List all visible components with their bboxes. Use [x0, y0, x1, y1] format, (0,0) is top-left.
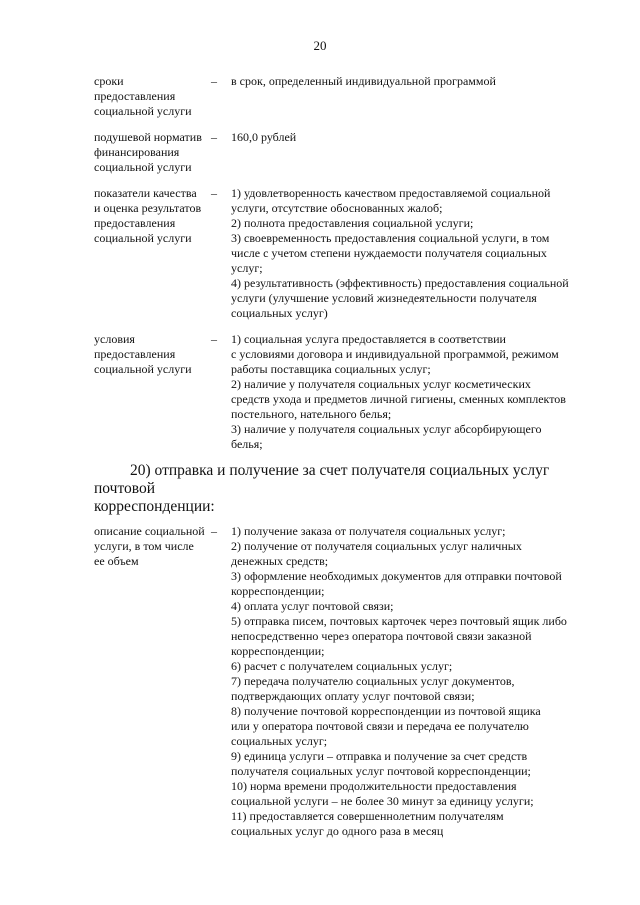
attribute-row: [94, 332, 604, 452]
attribute-value-line: 2) получение от получателя социальных услуг наличных: [231, 539, 522, 553]
attribute-label: [94, 332, 211, 452]
dash-separator: –: [211, 186, 217, 200]
dash-separator: –: [211, 74, 217, 88]
attribute-label-line: описание социальной: [94, 524, 205, 538]
attribute-value-line: 3) своевременность предоставления социальной услуги, в том: [231, 231, 550, 245]
attribute-value-line: или у оператора почтовой связи и передача ее получателю: [231, 719, 529, 733]
section-title-line-2: корреспонденции:: [94, 498, 215, 515]
attribute-label-line: предоставления: [94, 216, 176, 230]
attribute-value-line: социальных услуг): [231, 306, 328, 320]
attribute-value-line: 1) получение заказа от получателя социальных услуг;: [231, 524, 506, 538]
attribute-value-line: 9) единица услуги – отправка и получение за счет средств: [231, 749, 528, 763]
attribute-label-line: социальной услуги: [94, 362, 192, 376]
attribute-value-line: социальной услуги – не более 30 минут за единицу услуги;: [231, 794, 534, 808]
attribute-label-line: ее объем: [94, 554, 139, 568]
attribute-value-line: 2) полнота предоставления социальной услуги;: [231, 216, 474, 230]
attribute-label-line: условия: [94, 332, 135, 346]
attribute-label: [94, 524, 211, 839]
attribute-label-line: социальной услуги: [94, 160, 192, 174]
attribute-value-line: социальных услуг до одного раза в месяц: [231, 824, 444, 838]
attribute-value-line: непосредственно через оператора почтовой связи заказной: [231, 629, 532, 643]
attribute-value-line: в срок, определенный индивидуальной программой: [231, 74, 496, 88]
page-number: 20: [313, 38, 327, 53]
attribute-value-line: белья;: [231, 437, 263, 451]
section-title: [94, 462, 604, 516]
attribute-value-line: числе с учетом степени нуждаемости получателя социальных: [231, 246, 547, 260]
document-content: [94, 74, 604, 839]
attribute-value-line: 160,0 рублей: [231, 130, 297, 144]
attribute-value-line: постельного, нательного белья;: [231, 407, 392, 421]
attribute-value-line: средств ухода и предметов личной гигиены, сменных комплектов: [231, 392, 566, 406]
attribute-value-line: услуги, отсутствие обоснованных жалоб;: [231, 201, 443, 215]
attribute-value-line: 5) отправка писем, почтовых карточек через почтовый ящик либо: [231, 614, 567, 628]
attribute-value-line: с условиями договора и индивидуальной программой, режимом: [231, 347, 559, 361]
attribute-row: [94, 186, 604, 321]
attribute-value: [231, 74, 604, 119]
attribute-label-line: предоставления: [94, 347, 176, 361]
attribute-value-line: 11) предоставляется совершеннолетним получателям: [231, 809, 504, 823]
attribute-value-line: 3) оформление необходимых документов для отправки почтовой: [231, 569, 562, 583]
attribute-label-line: показатели качества: [94, 186, 197, 200]
attribute-label-line: социальной услуги: [94, 231, 192, 245]
attribute-value-line: 1) удовлетворенность качеством предоставляемой социальной: [231, 186, 551, 200]
dash-separator: –: [211, 130, 217, 144]
attribute-value-line: корреспонденции;: [231, 644, 325, 658]
attribute-label: [94, 130, 211, 175]
attribute-label-line: предоставления: [94, 89, 176, 103]
attribute-value-line: 10) норма времени продолжительности предоставления: [231, 779, 517, 793]
attribute-value-line: 4) оплата услуг почтовой связи;: [231, 599, 394, 613]
attribute-value-line: получателя социальных услуг почтовой корреспонденции;: [231, 764, 531, 778]
attribute-label-line: финансирования: [94, 145, 180, 159]
attribute-value-line: 2) наличие у получателя социальных услуг косметических: [231, 377, 531, 391]
attribute-label: [94, 74, 211, 119]
attribute-value: [231, 186, 604, 321]
attribute-label-line: сроки: [94, 74, 124, 88]
dash-separator: –: [211, 332, 217, 346]
attribute-row: [94, 130, 604, 175]
attribute-row: [94, 74, 604, 119]
attribute-value-line: денежных средств;: [231, 554, 329, 568]
attribute-value-line: услуги (улучшение условий жизнедеятельности получателя: [231, 291, 537, 305]
attribute-value-line: 8) получение почтовой корреспонденции из почтовой ящика: [231, 704, 541, 718]
attribute-value-line: 7) передача получателю социальных услуг документов,: [231, 674, 515, 688]
attribute-value-line: 1) социальная услуга предоставляется в соответствии: [231, 332, 506, 346]
attribute-value: [231, 524, 604, 839]
attribute-label-line: подушевой норматив: [94, 130, 202, 144]
attribute-list-bottom: [94, 524, 604, 839]
attribute-value-line: подтверждающих оплату услуг почтовой связи;: [231, 689, 475, 703]
attribute-value-line: корреспонденции;: [231, 584, 325, 598]
attribute-row: [94, 524, 604, 839]
attribute-value: [231, 332, 604, 452]
attribute-value-line: работы поставщика социальных услуг;: [231, 362, 431, 376]
attribute-value-line: социальных услуг;: [231, 734, 328, 748]
attribute-label-line: социальной услуги: [94, 104, 192, 118]
attribute-value-line: 4) результативность (эффективность) предоставления социальной: [231, 276, 569, 290]
attribute-value-line: услуг;: [231, 261, 263, 275]
attribute-value: [231, 130, 604, 175]
attribute-label-line: и оценка результатов: [94, 201, 202, 215]
dash-separator: –: [211, 524, 217, 538]
section-title-line-1: 20) отправка и получение за счет получателя социальных услуг почтовой: [94, 462, 550, 497]
attribute-label-line: услуги, в том числе: [94, 539, 194, 553]
attribute-value-line: 3) наличие у получателя социальных услуг абсорбирующего: [231, 422, 542, 436]
attribute-label: [94, 186, 211, 321]
attribute-list-top: [94, 74, 604, 452]
attribute-value-line: 6) расчет с получателем социальных услуг;: [231, 659, 453, 673]
